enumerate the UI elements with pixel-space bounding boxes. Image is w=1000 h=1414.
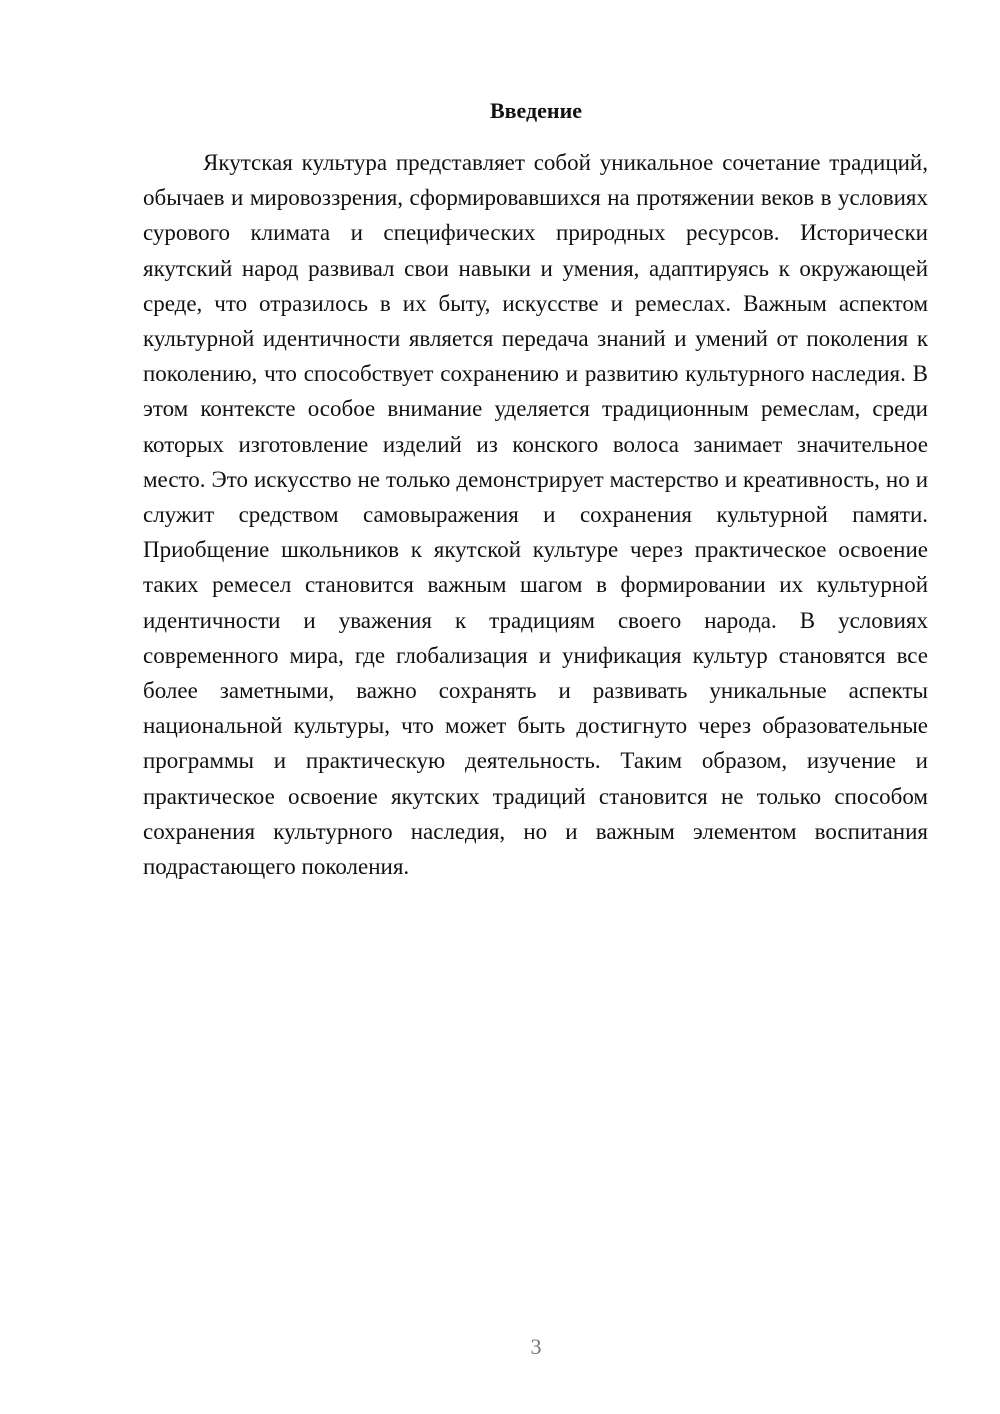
page-number: 3 [530,1334,542,1359]
section-heading: Введение [489,98,583,123]
body-paragraph: Якутская культура представляет собой уникальное сочетание традиций, обычаев и мировоззрения, сформировавшихся на протяжении веков в условиях сурового климата и специфических природных ресурсов. Исторически якутский народ развивал свои навыки и умения, адаптируясь к окружающей среде, что отразилось в их быту, искусстве и ремеслах. Важным аспектом культурной идентичности является передача знаний и умений от поколения к поколению, что способствует сохранению и развитию культурного наследия. В этом контексте особое внимание уделяется традиционным ремеслам, среди которых изготовление изделий из конского волоса занимает значительное место. Это искусство не только демонстрирует мастерство и креативность, но и служит средством самовыражения и сохранения культурной памяти. Приобщение школьников к якутской культуре через практическое освоение таких ремесел становится важным шагом в формировании их культурной идентичности и уважения к традициям своего народа. В условиях современного мира, где глобализация и унификация культур становятся все более заметными, важно сохранять и развивать уникальные аспекты национальной культуры, что может быть достигнуто через образовательные программы и практическую деятельность. Таким образом, изучение и практическое освоение якутских традиций становится не только способом сохранения культурного наследия, но и важным элементом воспитания подрастающего поколения. [143,150,928,880]
